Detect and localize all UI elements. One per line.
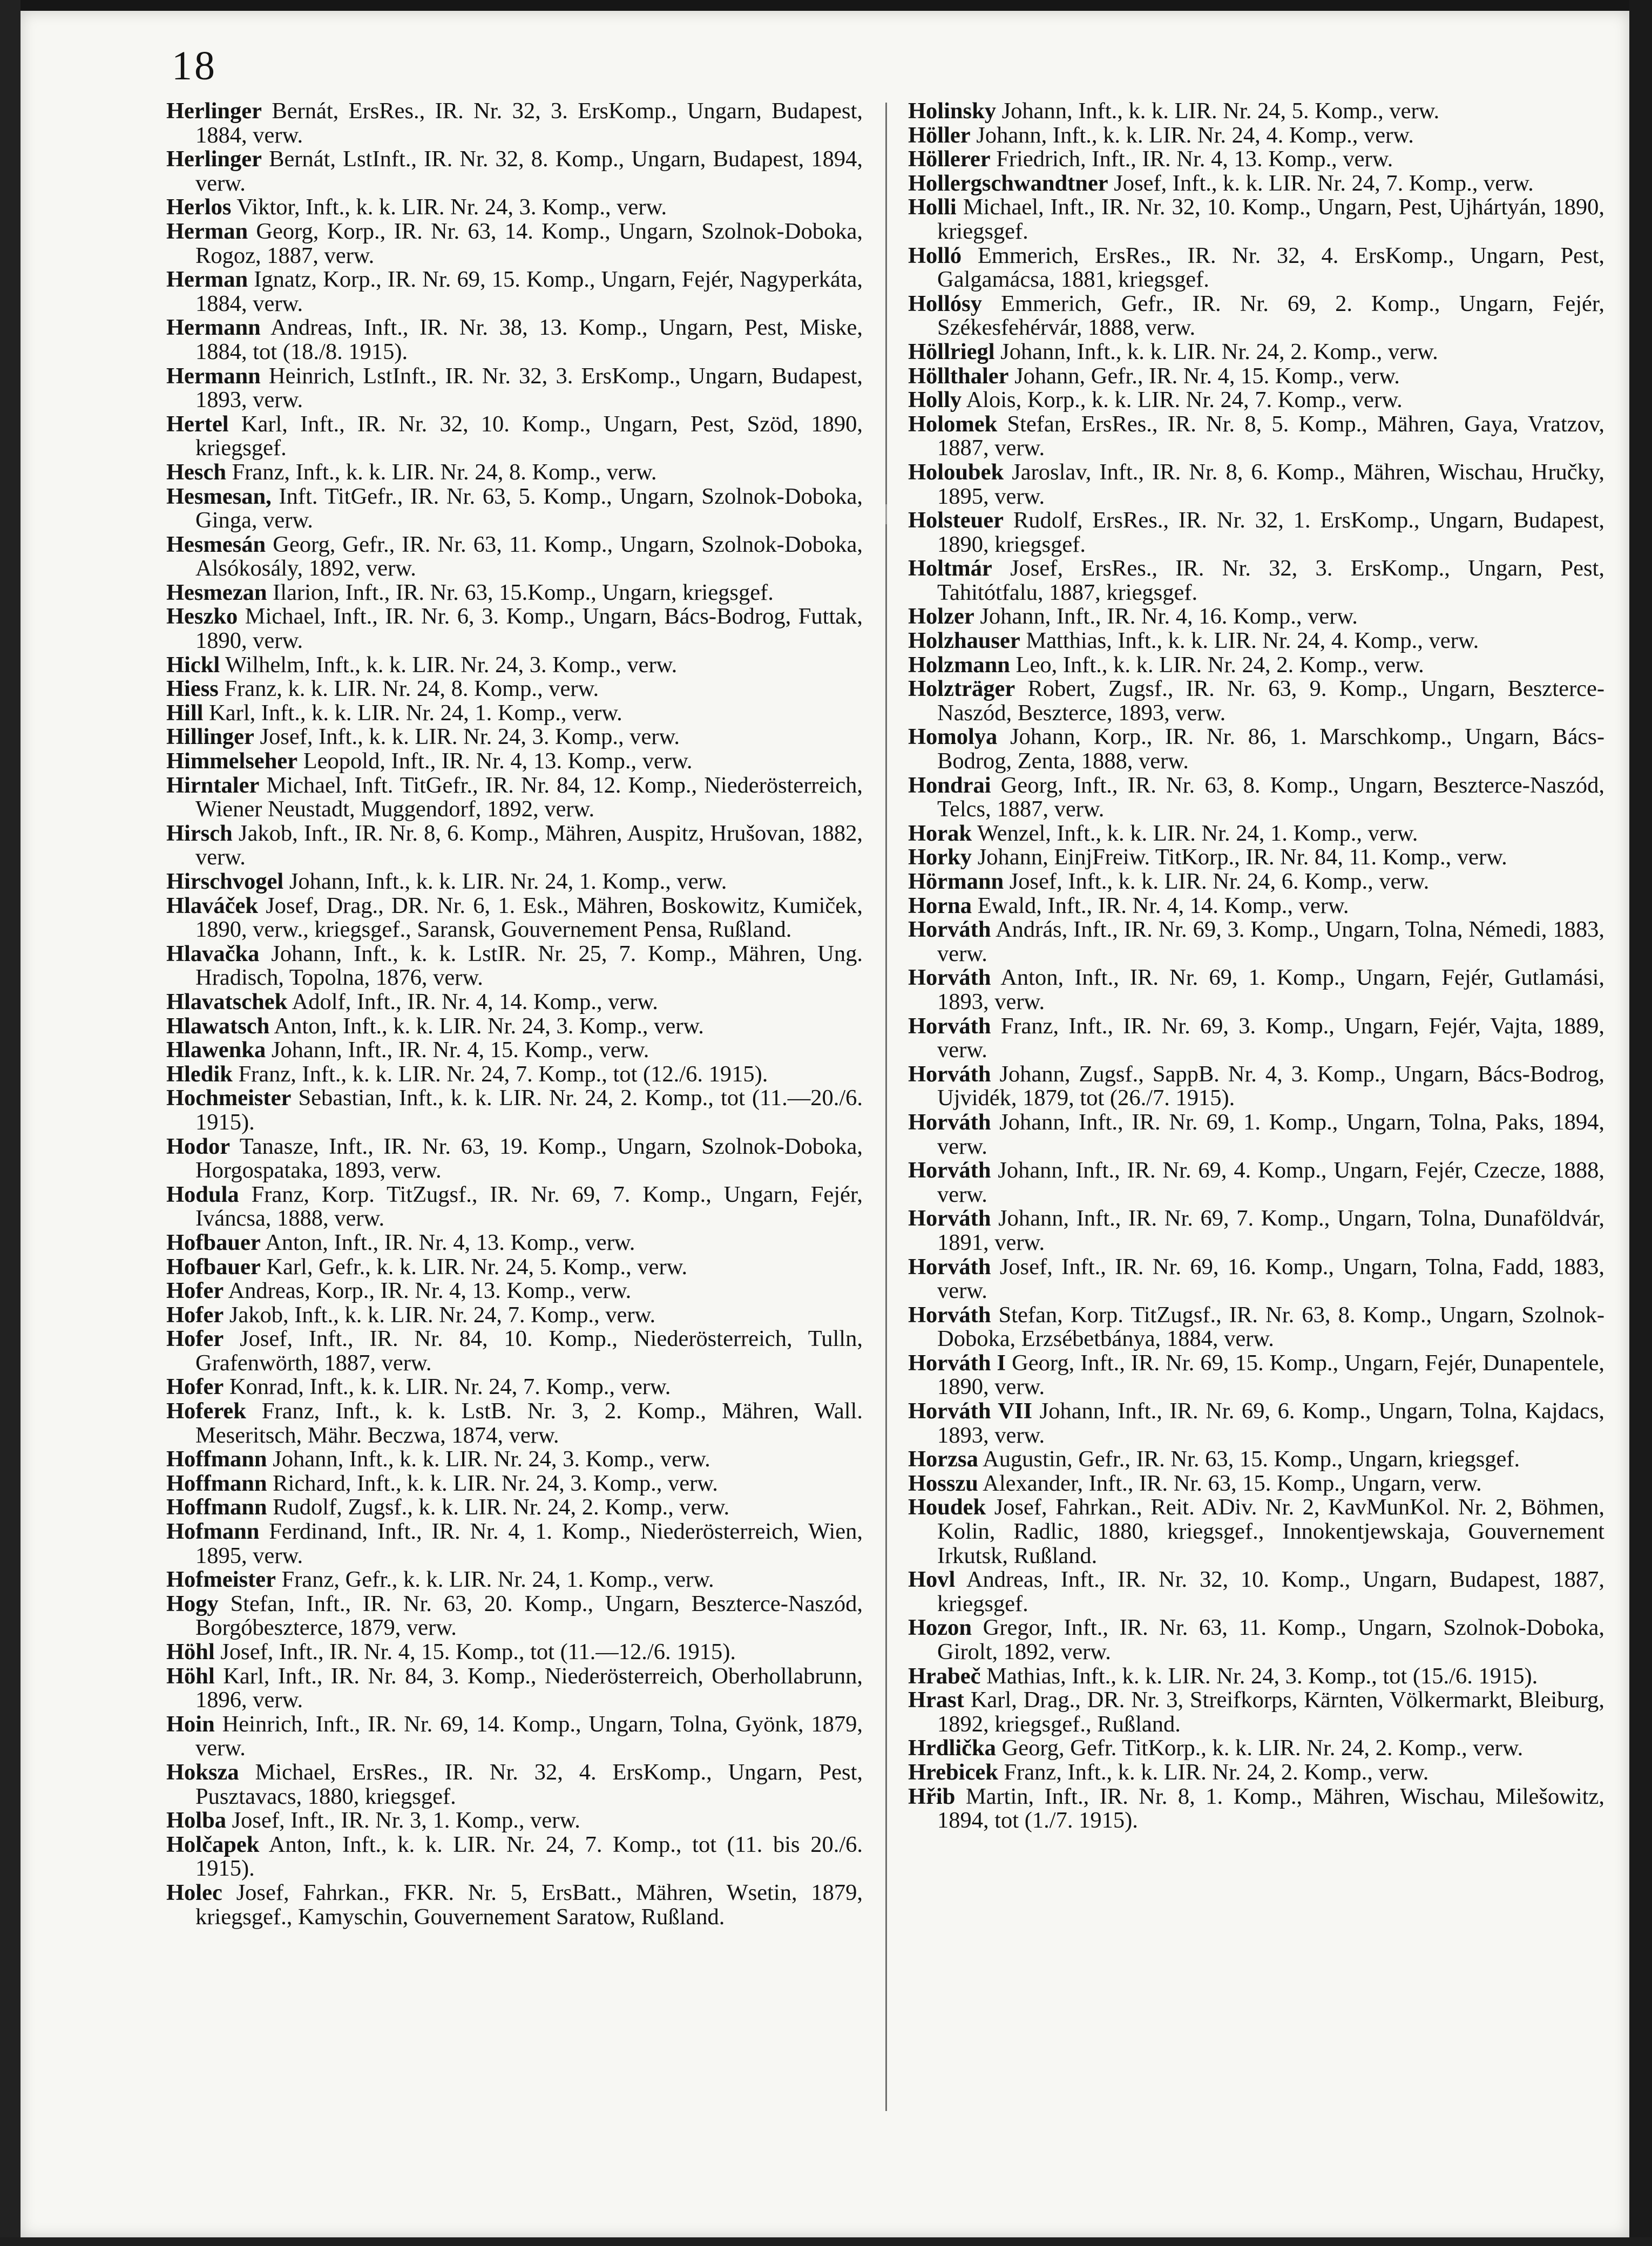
entry-details: Karl, Inft., IR. Nr. 32, 10. Komp., Ungarn, Pest, Szöd, 1890, kriegsgef. xyxy=(195,411,863,461)
entry-surname: Hofer xyxy=(166,1326,224,1352)
register-entry xyxy=(166,1279,863,1303)
entry-surname: Höllriegl xyxy=(908,339,995,364)
entry-details: Stefan, Korp. TitZugsf., IR. Nr. 63, 8. Komp., Ungarn, Szolnok-Doboka, Erzsébetbánya, 1884, verw. xyxy=(937,1302,1604,1352)
register-entry xyxy=(908,1351,1604,1399)
entry-details: Andreas, Inft., IR. Nr. 32, 10. Komp., Ungarn, Budapest, 1887, kriegsgef. xyxy=(937,1567,1604,1616)
entry-surname: Horváth xyxy=(908,917,991,943)
entry-surname: Hrast xyxy=(908,1687,964,1713)
entry-details: Anton, Inft., k. k. LIR. Nr. 24, 3. Komp., verw. xyxy=(274,1013,704,1039)
entry-surname: Hofer xyxy=(166,1374,224,1400)
entry-details: Stefan, Inft., IR. Nr. 63, 20. Komp., Ungarn, Beszterce-Naszód, Borgóbeszterce, 1879, verw. xyxy=(195,1591,863,1641)
register-entry xyxy=(166,1255,863,1280)
entry-surname: Holzträger xyxy=(908,676,1015,702)
entry-surname: Heszko xyxy=(166,604,238,630)
register-entry xyxy=(908,1688,1604,1736)
entry-surname: Hoffmann xyxy=(166,1446,267,1472)
entry-surname: Hill xyxy=(166,700,204,726)
register-entry xyxy=(908,870,1604,894)
register-entry xyxy=(166,1231,863,1255)
entry-details: Franz, Inft., k. k. LIR. Nr. 24, 8. Komp., verw. xyxy=(232,459,657,485)
entry-details: Leo, Inft., k. k. LIR. Nr. 24, 2. Komp., verw. xyxy=(1015,652,1424,678)
entry-surname: Hiess xyxy=(166,676,219,702)
entry-details: Johann, Inft., k. k. LIR. Nr. 24, 3. Komp., verw. xyxy=(273,1446,710,1472)
entry-surname: Hollósy xyxy=(908,290,982,316)
register-entry xyxy=(166,990,863,1014)
scan-edge-right xyxy=(1629,0,1652,2246)
entry-details: Franz, Inft., IR. Nr. 69, 3. Komp., Ungarn, Fejér, Vajta, 1889, verw. xyxy=(937,1013,1604,1063)
right-column xyxy=(908,99,1604,1833)
register-entry xyxy=(166,1592,863,1640)
register-entry xyxy=(166,220,863,268)
entry-surname: Hirsch xyxy=(166,820,233,846)
entry-surname: Hlavačka xyxy=(166,941,260,966)
entry-details: Inft. TitGefr., IR. Nr. 63, 5. Komp., Ungarn, Szolnok-Doboka, Ginga, verw. xyxy=(195,483,863,533)
entry-surname: Hodor xyxy=(166,1133,231,1159)
entry-details: Jakob, Inft., k. k. LIR. Nr. 24, 7. Komp., verw. xyxy=(229,1302,656,1328)
register-entry xyxy=(166,1713,863,1761)
entry-surname: Horváth xyxy=(908,1206,991,1232)
left-column xyxy=(166,99,863,1929)
entry-surname: Hodula xyxy=(166,1181,239,1207)
entry-surname: Horváth I xyxy=(908,1350,1006,1376)
entry-details: Richard, Inft., k. k. LIR. Nr. 24, 3. Komp., verw. xyxy=(273,1470,718,1496)
entry-details: Johann, Inft., IR. Nr. 69, 7. Komp., Ungarn, Tolna, Dunaföldvár, 1891, verw. xyxy=(937,1206,1605,1255)
entry-surname: Hesmezan xyxy=(166,579,267,605)
entry-details: Jaroslav, Inft., IR. Nr. 8, 6. Komp., Mähren, Wischau, Hručky, 1895, verw. xyxy=(937,459,1605,509)
entry-surname: Hesch xyxy=(166,459,226,485)
register-entry xyxy=(166,195,863,220)
entry-details: Alexander, Inft., IR. Nr. 63, 15. Komp., Ungarn, verw. xyxy=(983,1470,1482,1496)
register-entry xyxy=(908,1447,1604,1472)
entry-details: Johann, Inft., IR. Nr. 4, 16. Komp., verw. xyxy=(980,604,1358,630)
register-entry xyxy=(908,1665,1604,1689)
entry-details: Michael, Inft. TitGefr., IR. Nr. 84, 12. Komp., Niederösterreich, Wiener Neustadt, Muggendorf, 1892, verw. xyxy=(195,772,863,822)
entry-surname: Hosszu xyxy=(908,1470,978,1496)
entry-surname: Holzhauser xyxy=(908,628,1020,654)
register-entry xyxy=(166,1375,863,1399)
entry-surname: Hrdlička xyxy=(908,1735,996,1761)
scan-edge-top xyxy=(0,0,1652,11)
register-entry xyxy=(908,725,1604,773)
entry-surname: Hesmesan, xyxy=(166,483,272,509)
entry-details: Karl, Inft., k. k. LIR. Nr. 24, 1. Komp., verw. xyxy=(209,700,622,726)
entry-surname: Hondrai xyxy=(908,772,991,798)
entry-surname: Holčapek xyxy=(166,1831,260,1857)
entry-surname: Hofer xyxy=(166,1278,224,1304)
entry-surname: Hermann xyxy=(166,363,261,389)
register-entry xyxy=(908,845,1604,870)
register-entry xyxy=(908,1014,1604,1063)
register-entry xyxy=(908,1496,1604,1568)
entry-surname: Holomek xyxy=(908,411,998,437)
entry-surname: Horváth xyxy=(908,1013,991,1039)
register-entry xyxy=(166,1496,863,1520)
entry-surname: Holsteuer xyxy=(908,508,1004,533)
entry-surname: Herlinger xyxy=(166,146,262,172)
register-entry xyxy=(166,725,863,749)
entry-details: Georg, Gefr. TitKorp., k. k. LIR. Nr. 24, 2. Komp., verw. xyxy=(1001,1735,1524,1761)
entry-surname: Hofmeister xyxy=(166,1567,276,1593)
entry-details: Johann, Inft., k. k. LstIR. Nr. 25, 7. Komp., Mähren, Ung. Hradisch, Topolna, 1876, verw. xyxy=(195,941,863,991)
register-entry xyxy=(908,894,1604,918)
entry-surname: Horky xyxy=(908,844,972,870)
register-entry xyxy=(166,1014,863,1039)
register-entry xyxy=(908,1207,1604,1255)
entry-surname: Hofer xyxy=(166,1302,224,1328)
scan-edge-bottom xyxy=(0,2237,1652,2246)
entry-details: Karl, Inft., IR. Nr. 84, 3. Komp., Niederösterreich, Oberhollabrunn, 1896, verw. xyxy=(195,1663,863,1713)
register-entry xyxy=(166,461,863,485)
entry-details: Johann, Inft., IR. Nr. 4, 15. Komp., verw. xyxy=(271,1037,649,1063)
register-entry xyxy=(908,774,1604,822)
entry-surname: Hörmann xyxy=(908,869,1004,894)
entry-surname: Horváth xyxy=(908,1302,991,1328)
entry-surname: Horzsa xyxy=(908,1446,978,1472)
entry-surname: Hofmann xyxy=(166,1519,260,1545)
register-entry xyxy=(166,533,863,581)
entry-surname: Hlavatschek xyxy=(166,989,288,1014)
entry-details: Josef, Fahrkan., FKR. Nr. 5, ErsBatt., Mähren, Wsetin, 1879, kriegsgef., Kamyschin, Gouvernement Saratow, Rußland. xyxy=(195,1879,863,1930)
register-entry xyxy=(908,1255,1604,1303)
entry-surname: Horak xyxy=(908,820,972,846)
entry-details: Josef, Drag., DR. Nr. 6, 1. Esk., Mähren, Boskowitz, Kumiček, 1890, verw., kriegsgef., Saransk, Gouvernement Pensa, Rußland. xyxy=(195,892,863,943)
entry-details: Andreas, Korp., IR. Nr. 4, 13. Komp., verw. xyxy=(228,1278,632,1304)
register-entry xyxy=(166,870,863,894)
entry-details: Franz, Inft., k. k. LstB. Nr. 3, 2. Komp., Mähren, Wall. Meseritsch, Mähr. Beczwa, 1874, verw. xyxy=(195,1398,863,1448)
register-entry xyxy=(908,99,1604,124)
entry-details: Josef, Inft., k. k. LIR. Nr. 24, 6. Komp., verw. xyxy=(1009,869,1430,894)
entry-surname: Hlaváček xyxy=(166,892,258,918)
entry-details: Johann, Zugsf., SappB. Nr. 4, 3. Komp., Ungarn, Bács-Bodrog, Ujvidék, 1879, tot (26./7. 1915). xyxy=(937,1061,1604,1111)
register-entry xyxy=(166,147,863,195)
entry-surname: Hofbauer xyxy=(166,1254,261,1280)
register-entry xyxy=(908,292,1604,340)
register-entry xyxy=(908,172,1604,196)
register-entry xyxy=(908,388,1604,412)
entry-details: Bernát, LstInft., IR. Nr. 32, 8. Komp., Ungarn, Budapest, 1894, verw. xyxy=(195,146,863,196)
entry-surname: Hermann xyxy=(166,315,261,341)
entry-surname: Holli xyxy=(908,194,957,220)
entry-details: Stefan, ErsRes., IR. Nr. 8, 5. Komp., Mähren, Gaya, Vratzov, 1887, verw. xyxy=(937,411,1604,461)
entry-details: Leopold, Inft., IR. Nr. 4, 13. Komp., verw. xyxy=(303,748,693,774)
register-entry xyxy=(166,749,863,774)
entry-surname: Houdek xyxy=(908,1494,986,1520)
register-entry xyxy=(908,461,1604,509)
entry-details: Robert, Zugsf., IR. Nr. 63, 9. Komp., Ungarn, Beszterce-Naszód, Beszterce, 1893, verw. xyxy=(937,676,1604,726)
entry-details: Johann, EinjFreiw. TitKorp., IR. Nr. 84, 11. Komp., verw. xyxy=(977,844,1507,870)
entry-details: Georg, Inft., IR. Nr. 69, 15. Komp., Ungarn, Fejér, Dunapentele, 1890, verw. xyxy=(937,1350,1605,1400)
register-entry xyxy=(908,244,1604,292)
register-entry xyxy=(908,412,1604,461)
register-entry xyxy=(166,364,863,412)
register-entry xyxy=(166,1665,863,1713)
entry-details: Ewald, Inft., IR. Nr. 4, 14. Komp., verw. xyxy=(977,892,1349,918)
register-entry xyxy=(908,364,1604,389)
entry-surname: Hirschvogel xyxy=(166,869,284,894)
entry-surname: Holinsky xyxy=(908,98,996,124)
register-entry xyxy=(166,581,863,605)
register-entry xyxy=(908,1785,1604,1833)
entry-details: Josef, Inft., IR. Nr. 84, 10. Komp., Niederösterreich, Tulln, Grafenwörth, 1887, verw. xyxy=(195,1326,863,1376)
register-entry xyxy=(908,605,1604,629)
register-entry xyxy=(166,1183,863,1231)
entry-surname: Herman xyxy=(166,218,248,244)
entry-details: Sebastian, Inft., k. k. LIR. Nr. 24, 2. Komp., tot (11.—20./6. 1915). xyxy=(195,1085,863,1135)
entry-surname: Horna xyxy=(908,892,972,918)
entry-details: Tanasze, Inft., IR. Nr. 63, 19. Komp., Ungarn, Szolnok-Doboka, Horgospataka, 1893, verw. xyxy=(195,1133,863,1183)
register-entry xyxy=(908,1111,1604,1159)
entry-details: András, Inft., IR. Nr. 69, 3. Komp., Ungarn, Tolna, Némedi, 1883, verw. xyxy=(937,917,1604,966)
entry-surname: Horváth xyxy=(908,1254,991,1280)
register-entry xyxy=(166,1327,863,1375)
entry-details: Heinrich, LstInft., IR. Nr. 32, 3. ErsKomp., Ungarn, Budapest, 1893, verw. xyxy=(195,363,863,413)
register-entry xyxy=(166,1303,863,1328)
entry-details: Ignatz, Korp., IR. Nr. 69, 15. Komp., Ungarn, Fejér, Nagyperkáta, 1884, verw. xyxy=(195,267,863,316)
entry-details: Josef, Inft., k. k. LIR. Nr. 24, 3. Komp., verw. xyxy=(260,724,680,750)
register-entry xyxy=(166,894,863,942)
entry-surname: Hoksza xyxy=(166,1759,239,1785)
register-entry xyxy=(166,774,863,822)
entry-surname: Hrebicek xyxy=(908,1759,998,1785)
entry-details: Wilhelm, Inft., k. k. LIR. Nr. 24, 3. Komp., verw. xyxy=(225,652,678,678)
register-entry xyxy=(908,918,1604,966)
entry-details: Johann, Inft., k. k. LIR. Nr. 24, 5. Komp., verw. xyxy=(1001,98,1440,124)
entry-details: Georg, Inft., IR. Nr. 63, 8. Komp., Ungarn, Beszterce-Naszód, Telcs, 1887, verw. xyxy=(937,772,1605,822)
register-entry xyxy=(166,1809,863,1833)
entry-details: Michael, ErsRes., IR. Nr. 32, 4. ErsKomp., Ungarn, Pest, Pusztavacs, 1880, kriegsgef. xyxy=(195,1759,863,1809)
register-entry xyxy=(908,822,1604,846)
register-entry xyxy=(166,605,863,653)
entry-details: Franz, k. k. LIR. Nr. 24, 8. Komp., verw. xyxy=(224,676,599,702)
entry-surname: Holtmár xyxy=(908,556,992,581)
register-entry xyxy=(908,509,1604,557)
register-entry xyxy=(166,942,863,990)
entry-details: Wenzel, Inft., k. k. LIR. Nr. 24, 1. Komp., verw. xyxy=(977,820,1418,846)
entry-details: Augustin, Gefr., IR. Nr. 63, 15. Komp., Ungarn, kriegsgef. xyxy=(983,1446,1520,1472)
register-entry xyxy=(166,1038,863,1063)
entry-details: Alois, Korp., k. k. LIR. Nr. 24, 7. Komp., verw. xyxy=(966,387,1403,413)
entry-details: Emmerich, ErsRes., IR. Nr. 32, 4. ErsKomp., Ungarn, Pest, Galgamácsa, 1881, kriegsgef. xyxy=(937,242,1604,293)
register-entry xyxy=(908,340,1604,364)
entry-details: Anton, Inft., IR. Nr. 69, 1. Komp., Ungarn, Fejér, Gutlamási, 1893, verw. xyxy=(937,965,1605,1014)
column-divider xyxy=(885,103,887,2111)
register-entry xyxy=(166,1135,863,1183)
entry-details: Mathias, Inft., k. k. LIR. Nr. 24, 3. Komp., tot (15./6. 1915). xyxy=(986,1663,1538,1689)
entry-surname: Hillinger xyxy=(166,724,254,750)
entry-details: Georg, Korp., IR. Nr. 63, 14. Komp., Ungarn, Szolnok-Doboka, Rogoz, 1887, verw. xyxy=(195,218,863,268)
entry-surname: Himmelseher xyxy=(166,748,298,774)
entry-details: Friedrich, Inft., IR. Nr. 4, 13. Komp., verw. xyxy=(996,146,1393,172)
entry-details: Rudolf, ErsRes., IR. Nr. 32, 1. ErsKomp., Ungarn, Budapest, 1890, kriegsgef. xyxy=(937,508,1605,557)
entry-details: Josef, Inft., k. k. LIR. Nr. 24, 7. Komp., verw. xyxy=(1114,170,1534,196)
entry-details: Michael, Inft., IR. Nr. 6, 3. Komp., Ungarn, Bács-Bodrog, Futtak, 1890, verw. xyxy=(195,604,863,654)
register-entry xyxy=(166,412,863,461)
entry-surname: Holzmann xyxy=(908,652,1010,678)
entry-surname: Hollergschwandtner xyxy=(908,170,1108,196)
entry-surname: Hoffmann xyxy=(166,1494,267,1520)
entry-details: Bernát, ErsRes., IR. Nr. 32, 3. ErsKomp., Ungarn, Budapest, 1884, verw. xyxy=(195,98,863,148)
entry-details: Josef, Inft., IR. Nr. 69, 16. Komp., Ungarn, Tolna, Fadd, 1883, verw. xyxy=(937,1254,1604,1304)
entry-details: Franz, Inft., k. k. LIR. Nr. 24, 2. Komp., verw. xyxy=(1004,1759,1429,1785)
entry-details: Gregor, Inft., IR. Nr. 63, 11. Komp., Ungarn, Szolnok-Doboka, Girolt, 1892, verw. xyxy=(937,1615,1605,1665)
entry-surname: Holló xyxy=(908,242,962,268)
register-entry xyxy=(166,1833,863,1881)
register-entry xyxy=(166,677,863,701)
register-entry xyxy=(908,1616,1604,1664)
entry-details: Karl, Gefr., k. k. LIR. Nr. 24, 5. Komp., verw. xyxy=(266,1254,688,1280)
register-entry xyxy=(166,1086,863,1134)
entry-details: Anton, Inft., IR. Nr. 4, 13. Komp., verw. xyxy=(265,1229,635,1255)
entry-details: Heinrich, Inft., IR. Nr. 69, 14. Komp., Ungarn, Tolna, Gyönk, 1879, verw. xyxy=(195,1711,863,1761)
entry-details: Michael, Inft., IR. Nr. 32, 10. Komp., Ungarn, Pest, Ujhártyán, 1890, kriegsgef. xyxy=(937,194,1605,244)
entry-surname: Hovl xyxy=(908,1567,956,1593)
register-entry xyxy=(908,966,1604,1014)
entry-surname: Hickl xyxy=(166,652,220,678)
entry-details: Ilarion, Inft., IR. Nr. 63, 15.Komp., Ungarn, kriegsgef. xyxy=(273,579,774,605)
entry-details: Adolf, Inft., IR. Nr. 4, 14. Komp., verw. xyxy=(292,989,658,1014)
entry-details: Josef, Fahrkan., Reit. ADiv. Nr. 2, KavMunKol. Nr. 2, Böhmen, Kolin, Radlic, 1880, kriegsgef., Innokentjewskaja, Gouvernement Irkutsk, Rußland. xyxy=(937,1494,1605,1568)
register-entry xyxy=(166,1881,863,1929)
entry-surname: Höllthaler xyxy=(908,363,1009,389)
entry-surname: Höller xyxy=(908,122,971,148)
register-entry xyxy=(908,195,1604,243)
register-entry xyxy=(166,822,863,870)
scan-edge-left xyxy=(0,0,21,2246)
entry-details: Konrad, Inft., k. k. LIR. Nr. 24, 7. Komp., verw. xyxy=(229,1374,671,1400)
entry-details: Matthias, Inft., k. k. LIR. Nr. 24, 4. Komp., verw. xyxy=(1026,628,1479,654)
register-entry xyxy=(166,1520,863,1568)
entry-surname: Holec xyxy=(166,1879,222,1905)
register-entry xyxy=(166,485,863,533)
register-entry xyxy=(908,629,1604,653)
entry-details: Johann, Inft., k. k. LIR. Nr. 24, 1. Komp., verw. xyxy=(289,869,727,894)
entry-details: Johann, Inft., k. k. LIR. Nr. 24, 2. Komp., verw. xyxy=(1000,339,1438,364)
entry-surname: Horváth xyxy=(908,1061,991,1087)
register-entry xyxy=(908,1472,1604,1496)
entry-surname: Holba xyxy=(166,1808,227,1834)
entry-surname: Höhl xyxy=(166,1663,215,1689)
register-entry xyxy=(166,1472,863,1496)
entry-details: Andreas, Inft., IR. Nr. 38, 13. Komp., Ungarn, Pest, Miske, 1884, tot (18./8. 1915). xyxy=(195,315,863,364)
entry-details: Franz, Gefr., k. k. LIR. Nr. 24, 1. Komp., verw. xyxy=(281,1567,714,1593)
register-entry xyxy=(908,1736,1604,1761)
entry-details: Johann, Gefr., IR. Nr. 4, 15. Komp., verw. xyxy=(1014,363,1400,389)
register-entry xyxy=(166,316,863,364)
entry-details: Josef, ErsRes., IR. Nr. 32, 3. ErsKomp., Ungarn, Pest, Tahitótfalu, 1887, kriegsgef. xyxy=(937,556,1604,605)
entry-details: Georg, Gefr., IR. Nr. 63, 11. Komp., Ungarn, Szolnok-Doboka, Alsókosály, 1892, verw. xyxy=(195,531,863,581)
entry-surname: Homolya xyxy=(908,724,998,750)
register-entry xyxy=(166,99,863,147)
register-entry xyxy=(908,653,1604,678)
entry-surname: Horváth xyxy=(908,1109,991,1135)
entry-surname: Hoferek xyxy=(166,1398,246,1424)
entry-surname: Hertel xyxy=(166,411,229,437)
entry-surname: Hozon xyxy=(908,1615,972,1641)
entry-details: Jakob, Inft., IR. Nr. 8, 6. Komp., Mähren, Auspitz, Hrušovan, 1882, verw. xyxy=(195,820,863,870)
entry-details: Franz, Inft., k. k. LIR. Nr. 24, 7. Komp., tot (12./6. 1915). xyxy=(238,1061,768,1087)
entry-surname: Herlos xyxy=(166,194,232,220)
register-entry xyxy=(166,1640,863,1665)
page-number: 18 xyxy=(172,43,217,89)
entry-details: Martin, Inft., IR. Nr. 8, 1. Komp., Mähren, Wischau, Milešowitz, 1894, tot (1./7. 1915). xyxy=(937,1783,1605,1834)
register-entry xyxy=(908,557,1604,605)
register-entry xyxy=(908,1761,1604,1785)
register-entry xyxy=(908,124,1604,148)
entry-details: Anton, Inft., k. k. LIR. Nr. 24, 7. Komp., tot (11. bis 20./6. 1915). xyxy=(195,1831,863,1882)
entry-details: Rudolf, Zugsf., k. k. LIR. Nr. 24, 2. Komp., verw. xyxy=(273,1494,730,1520)
entry-surname: Hlawenka xyxy=(166,1037,266,1063)
entry-details: Viktor, Inft., k. k. LIR. Nr. 24, 3. Komp., verw. xyxy=(236,194,667,220)
entry-details: Johann, Korp., IR. Nr. 86, 1. Marschkomp., Ungarn, Bács-Bodrog, Zenta, 1888, verw. xyxy=(937,724,1604,774)
entry-surname: Holly xyxy=(908,387,962,413)
register-entry xyxy=(908,147,1604,172)
entry-surname: Herlinger xyxy=(166,98,262,124)
entry-surname: Holoubek xyxy=(908,459,1004,485)
entry-surname: Holzer xyxy=(908,604,974,630)
entry-surname: Hřib xyxy=(908,1783,956,1809)
register-entry xyxy=(166,1399,863,1447)
entry-surname: Hogy xyxy=(166,1591,219,1616)
register-entry xyxy=(908,677,1604,725)
entry-surname: Hlawatsch xyxy=(166,1013,270,1039)
entry-details: Johann, Inft., IR. Nr. 69, 4. Komp., Ungarn, Fejér, Czecze, 1888, verw. xyxy=(937,1158,1605,1207)
entry-surname: Hoin xyxy=(166,1711,215,1737)
entry-surname: Horváth VII xyxy=(908,1398,1033,1424)
entry-surname: Hesmesán xyxy=(166,531,266,557)
entry-surname: Hoffmann xyxy=(166,1470,267,1496)
register-entry xyxy=(166,1063,863,1087)
entry-surname: Höllerer xyxy=(908,146,991,172)
entry-surname: Hirntaler xyxy=(166,772,260,798)
entry-surname: Herman xyxy=(166,267,248,293)
entry-surname: Hofbauer xyxy=(166,1229,261,1255)
register-entry xyxy=(166,653,863,678)
entry-details: Emmerich, Gefr., IR. Nr. 69, 2. Komp., Ungarn, Fejér, Székesfehérvár, 1888, verw. xyxy=(937,290,1604,341)
entry-details: Karl, Drag., DR. Nr. 3, Streifkorps, Kärnten, Völkermarkt, Bleiburg, 1892, kriegsgef., Rußland. xyxy=(937,1687,1604,1737)
entry-details: Johann, Inft., k. k. LIR. Nr. 24, 4. Komp., verw. xyxy=(976,122,1414,148)
entry-surname: Horváth xyxy=(908,965,991,991)
register-entry xyxy=(908,1399,1604,1447)
register-entry xyxy=(166,1761,863,1809)
entry-surname: Hochmeister xyxy=(166,1085,292,1111)
entry-details: Josef, Inft., IR. Nr. 4, 15. Komp., tot (11.—12./6. 1915). xyxy=(220,1639,736,1665)
entry-surname: Hrabeč xyxy=(908,1663,981,1689)
entry-details: Josef, Inft., IR. Nr. 3, 1. Komp., verw. xyxy=(232,1808,580,1834)
register-entry xyxy=(166,701,863,726)
register-entry xyxy=(908,1568,1604,1616)
entry-details: Johann, Inft., IR. Nr. 69, 6. Komp., Ungarn, Tolna, Kajdacs, 1893, verw. xyxy=(937,1398,1604,1448)
register-entry xyxy=(166,1568,863,1592)
entry-details: Franz, Korp. TitZugsf., IR. Nr. 69, 7. Komp., Ungarn, Fejér, Iváncsa, 1888, verw. xyxy=(195,1181,863,1232)
register-entry xyxy=(166,268,863,316)
register-entry xyxy=(908,1303,1604,1351)
entry-details: Ferdinand, Inft., IR. Nr. 4, 1. Komp., Niederösterreich, Wien, 1895, verw. xyxy=(195,1519,863,1568)
entry-details: Johann, Inft., IR. Nr. 69, 1. Komp., Ungarn, Tolna, Paks, 1894, verw. xyxy=(937,1109,1604,1159)
register-entry xyxy=(166,1447,863,1472)
entry-surname: Hledik xyxy=(166,1061,233,1087)
entry-surname: Höhl xyxy=(166,1639,215,1665)
entry-surname: Horváth xyxy=(908,1158,991,1183)
register-entry xyxy=(908,1159,1604,1207)
register-entry xyxy=(908,1063,1604,1111)
